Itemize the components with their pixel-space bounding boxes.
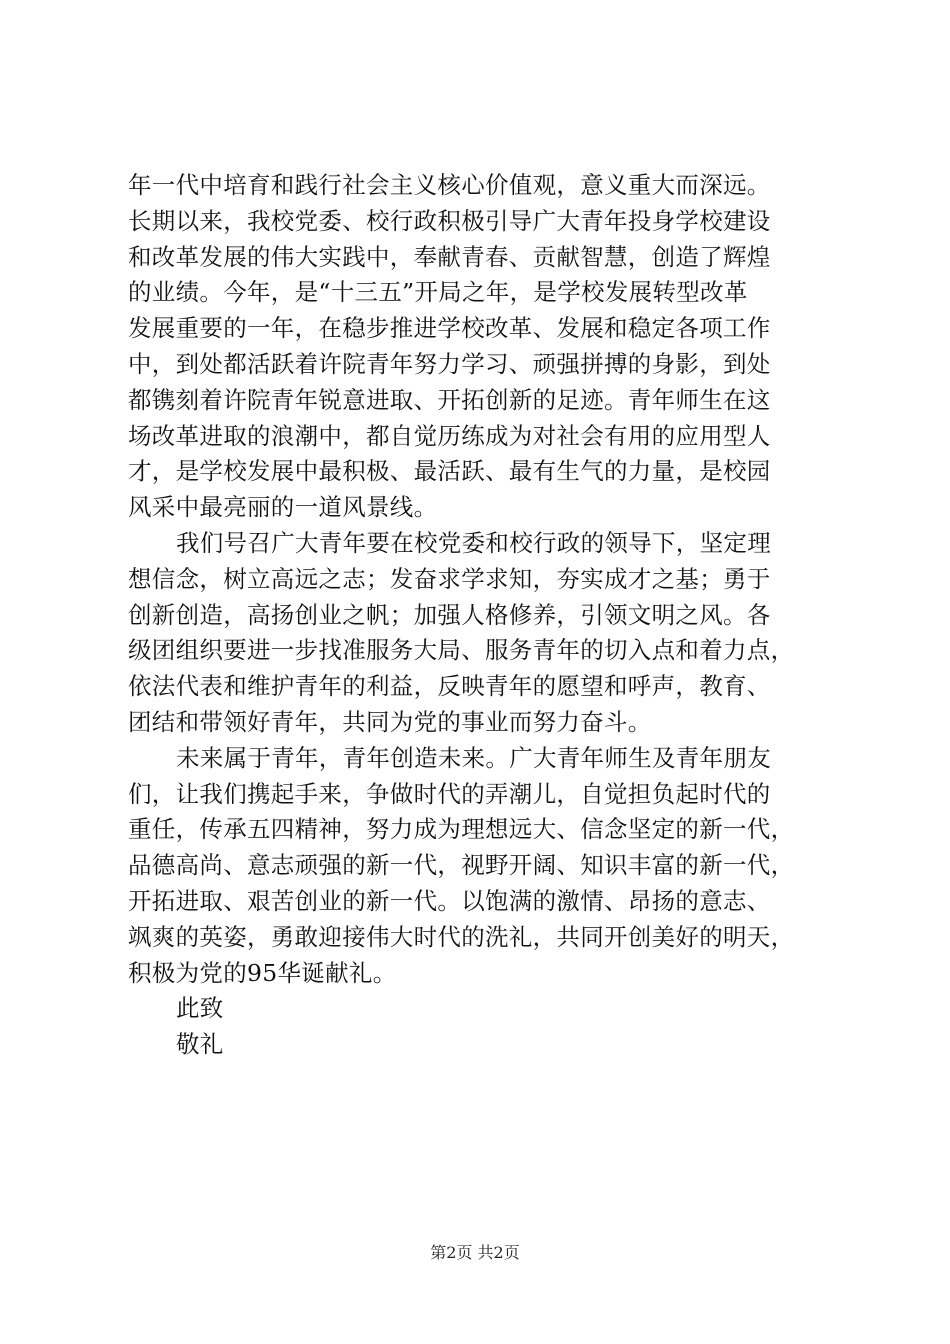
text-line: 级团组织要进一步找准服务大局、服务青年的切入点和着力点， (128, 636, 795, 665)
text-line: 未来属于青年，青年创造未来。广大青年师生及青年朋友 (176, 743, 771, 772)
text-line: 场改革进取的浪潮中，都自觉历练成为对社会有用的应用型人 (128, 421, 771, 450)
text-line: 年一代中培育和践行社会主义核心价值观，意义重大而深远。 (128, 171, 771, 199)
text-line: 才，是学校发展中最积极、最活跃、最有生气的力量，是校园 (128, 457, 771, 486)
text-line: 依法代表和维护青年的利益，反映青年的愿望和呼声，教育、 (128, 672, 771, 701)
text-line: 和改革发展的伟大实践中，奉献青春、贡献智慧，创造了辉煌 (128, 242, 771, 271)
text-line: 中，到处都活跃着许院青年努力学习、顽强拼搏的身影，到处 (128, 349, 771, 378)
page-footer: 第2页 共2页 (430, 1243, 520, 1262)
text-line: 团结和带领好青年，共同为党的事业而努力奋斗。 (128, 707, 652, 736)
text-line: 品德高尚、意志顽强的新一代，视野开阔、知识丰富的新一代， (128, 851, 795, 880)
text-line: 敬礼 (176, 1030, 224, 1059)
text-line: 想信念，树立高远之志；发奋求学求知，夯实成才之基；勇于 (128, 564, 771, 593)
document-body (128, 168, 828, 1063)
text-line: 发展重要的一年，在稳步推进学校改革、发展和稳定各项工作 (128, 314, 771, 343)
text-line: 都镌刻着许院青年锐意进取、开拓创新的足迹。青年师生在这 (128, 385, 771, 414)
text-line: 的业绩。今年，是“十三五”开局之年，是学校发展转型改革 (128, 278, 748, 307)
text-line: 创新创造，高扬创业之帆；加强人格修养，引领文明之风。各 (128, 600, 771, 629)
text-line: 飒爽的英姿，勇敢迎接伟大时代的洗礼，共同开创美好的明天， (128, 922, 795, 951)
text-line: 长期以来，我校党委、校行政积极引导广大青年投身学校建设 (128, 206, 771, 235)
text-line: 风采中最亮丽的一道风景线。 (128, 493, 438, 522)
text-line: 我们号召广大青年要在校党委和校行政的领导下，坚定理 (176, 528, 771, 557)
text-line: 开拓进取、艰苦创业的新一代。以饱满的激情、昂扬的意志、 (128, 886, 771, 915)
text-line: 们，让我们携起手来，争做时代的弄潮儿，自觉担负起时代的 (128, 779, 771, 808)
text-line: 此致 (176, 994, 224, 1023)
text-line: 重任，传承五四精神，努力成为理想远大、信念坚定的新一代， (128, 815, 795, 844)
text-line: 积极为党的95华诞献礼。 (128, 958, 397, 987)
